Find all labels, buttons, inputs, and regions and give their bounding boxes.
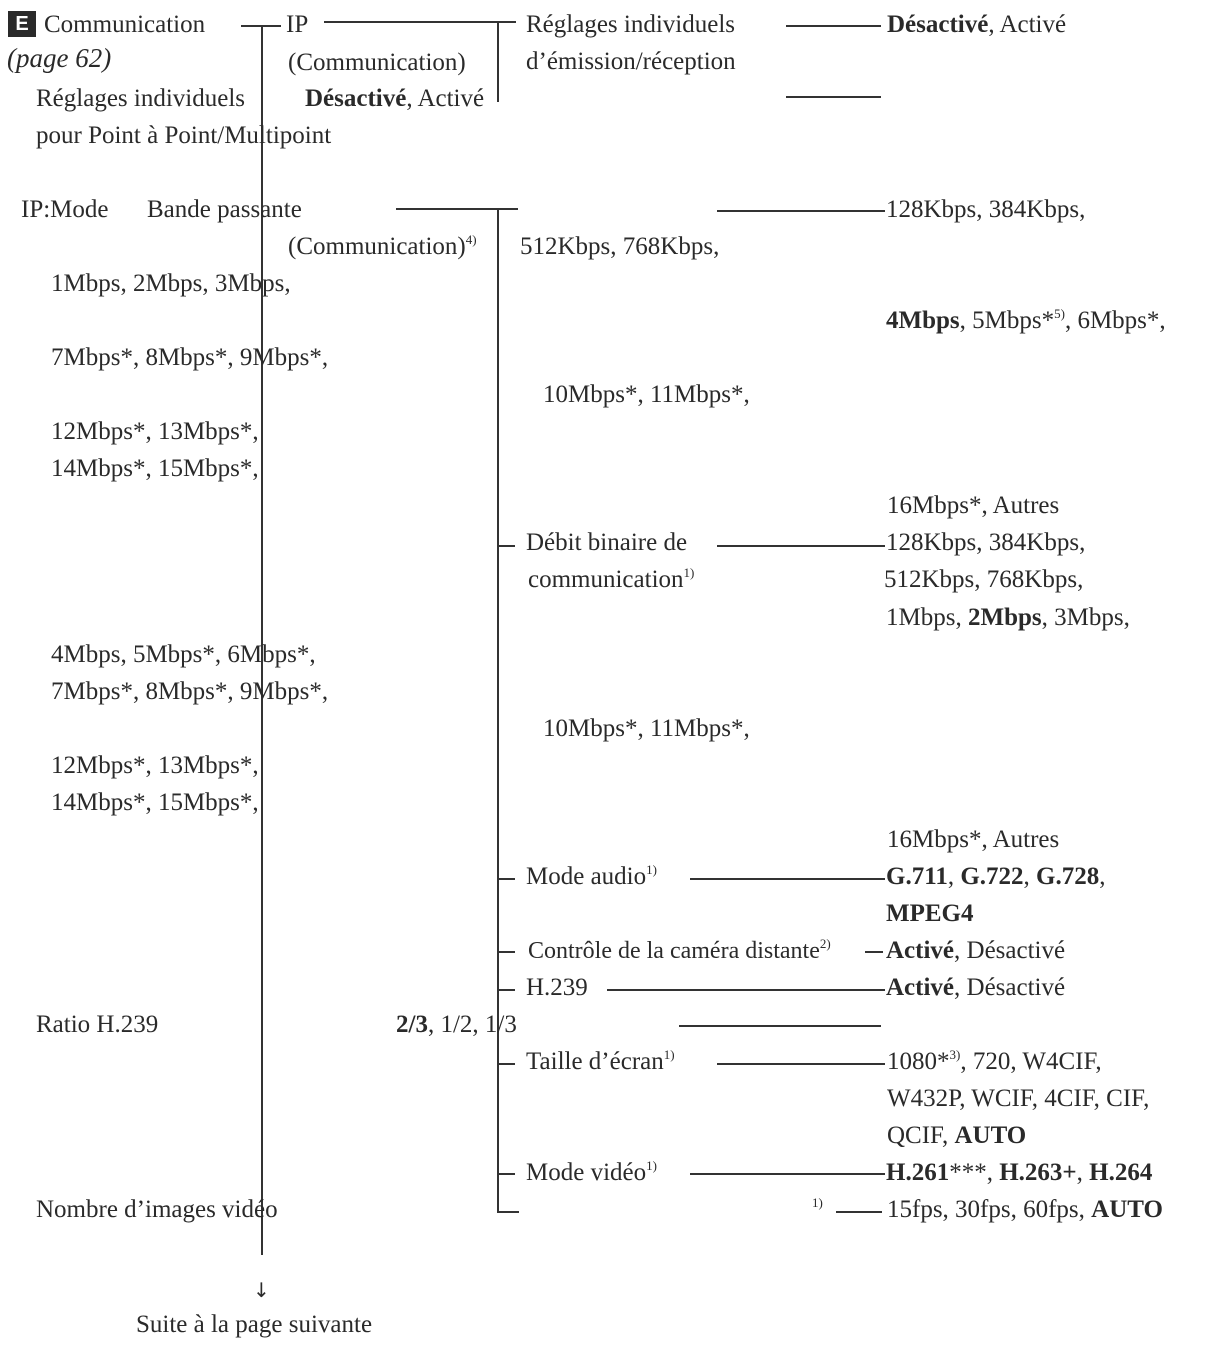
ip-branch-line: [497, 22, 499, 102]
bitrate-value-5: 7Mbps*, 8Mbps*, 9Mbps*,: [51, 678, 329, 705]
tick-screen: [497, 1063, 515, 1065]
tick-bitrate: [497, 545, 515, 547]
continued-next-page: Suite à la page suivante: [136, 1311, 373, 1338]
page-reference: (page 62): [7, 43, 112, 73]
bandwidth-sub-label: (Communication)$^{4)}$: [288, 232, 477, 260]
connector-indiv-pp-value: [786, 96, 881, 98]
camera-control-label: Contrôle de la caméra distante$^{2)}$: [528, 936, 831, 964]
audio-mode-value-2: MPEG4: [886, 900, 974, 927]
tick-framerate: [497, 1211, 519, 1213]
bandwidth-value-5: 7Mbps*, 8Mbps*, 9Mbps*,: [51, 344, 329, 371]
bandwidth-value-4: 4Mbps, 5Mbps*$^{5)}$, 6Mbps*,: [886, 306, 1166, 334]
ratio-h239-label: Ratio H.239: [36, 1011, 159, 1038]
ratio-h239-value: 2/3, 1/2, 1/3: [396, 1011, 517, 1038]
connector-ip-settings: [324, 21, 516, 23]
bitrate-label-1: Débit binaire de: [526, 529, 688, 556]
bitrate-value-6: 10Mbps*, 11Mbps*,: [543, 715, 750, 742]
video-mode-label: Mode vidéo$^{1)}$: [526, 1158, 657, 1186]
connector-camera-value: [865, 951, 883, 953]
tick-video: [497, 1173, 515, 1175]
screen-size-value-3: QCIF, AUTO: [887, 1122, 1027, 1149]
section-header: [8, 10, 205, 40]
ip-sub-label: (Communication): [288, 49, 466, 76]
bandwidth-value-1: 128Kbps, 384Kbps,: [886, 196, 1086, 223]
bitrate-value-3: 1Mbps, 2Mbps, 3Mbps,: [886, 604, 1130, 631]
frame-rate-label: Nombre d’images vidéo: [36, 1196, 278, 1223]
connector-bitrate-value: [717, 545, 885, 547]
connector-indiv-txrx-value: [786, 25, 881, 27]
bitrate-value-4: 4Mbps, 5Mbps*, 6Mbps*,: [51, 641, 316, 668]
connector-bandwidth-value: [717, 210, 885, 212]
h239-label: H.239: [526, 974, 588, 1001]
audio-mode-label: Mode audio$^{1)}$: [526, 862, 657, 890]
bandwidth-value-3: 1Mbps, 2Mbps, 3Mbps,: [51, 270, 291, 297]
bandwidth-value-9: 16Mbps*, Autres: [887, 492, 1060, 519]
connector-screen-value: [717, 1063, 885, 1065]
connector-ratio: [679, 1025, 881, 1027]
indiv-txrx-label-2: d’émission/réception: [526, 48, 736, 75]
bitrate-label-2: communication$^{1)}$: [528, 565, 695, 593]
bandwidth-value-8: 14Mbps*, 15Mbps*,: [51, 455, 259, 482]
screen-size-value-1: 1080*$^{3)}$, 720, W4CIF,: [887, 1047, 1102, 1075]
frame-rate-value: 15fps, 30fps, 60fps, AUTO: [887, 1196, 1163, 1223]
ipmode-label: IP:Mode: [21, 196, 109, 223]
connector-video-value: [690, 1173, 885, 1175]
tick-camera: [497, 951, 515, 953]
bandwidth-value-2: 512Kbps, 768Kbps,: [520, 233, 720, 260]
video-mode-value: H.261***, H.263+, H.264: [886, 1159, 1153, 1186]
h239-value: Activé, Désactivé: [886, 974, 1066, 1001]
screen-size-label: Taille d’écran$^{1)}$: [526, 1047, 675, 1075]
connector-communication-ip: [241, 25, 281, 27]
bandwidth-value-6: 10Mbps*, 11Mbps*,: [543, 381, 750, 408]
connector-framerate-value: [836, 1211, 882, 1213]
indiv-txrx-value: Désactivé, Activé: [887, 11, 1067, 38]
audio-mode-value: G.711, G.722, G.728,: [886, 863, 1106, 890]
connector-audio-value: [690, 878, 885, 880]
ipmode-branch-line: [497, 208, 499, 1212]
section-title: Communication: [44, 11, 206, 38]
bitrate-value-2: 512Kbps, 768Kbps,: [884, 566, 1084, 593]
indiv-pp-label-2: pour Point à Point/Multipoint: [36, 122, 332, 149]
bitrate-value-8: 14Mbps*, 15Mbps*,: [51, 789, 259, 816]
camera-control-value: Activé, Désactivé: [886, 937, 1066, 964]
screen-size-value-2: W432P, WCIF, 4CIF, CIF,: [887, 1085, 1150, 1112]
frame-rate-footnote: 1): [812, 1195, 823, 1210]
indiv-pp-label-1: Réglages individuels: [36, 85, 245, 112]
indiv-txrx-label-1: Réglages individuels: [526, 11, 735, 38]
down-arrow-icon: ↓: [253, 1278, 270, 1302]
indiv-pp-value: Désactivé, Activé: [305, 85, 485, 112]
bitrate-value-9: 16Mbps*, Autres: [887, 826, 1060, 853]
tick-audio: [497, 878, 515, 880]
connector-h239-value: [607, 989, 885, 991]
tick-h239: [497, 989, 515, 991]
ip-label: IP: [286, 11, 309, 38]
bitrate-value-7: 12Mbps*, 13Mbps*,: [51, 752, 259, 779]
bandwidth-label: Bande passante: [147, 196, 302, 223]
connector-ipmode: [396, 208, 518, 210]
bandwidth-value-7: 12Mbps*, 13Mbps*,: [51, 418, 259, 445]
bitrate-value-1: 128Kbps, 384Kbps,: [886, 529, 1086, 556]
section-badge: E: [8, 11, 36, 37]
